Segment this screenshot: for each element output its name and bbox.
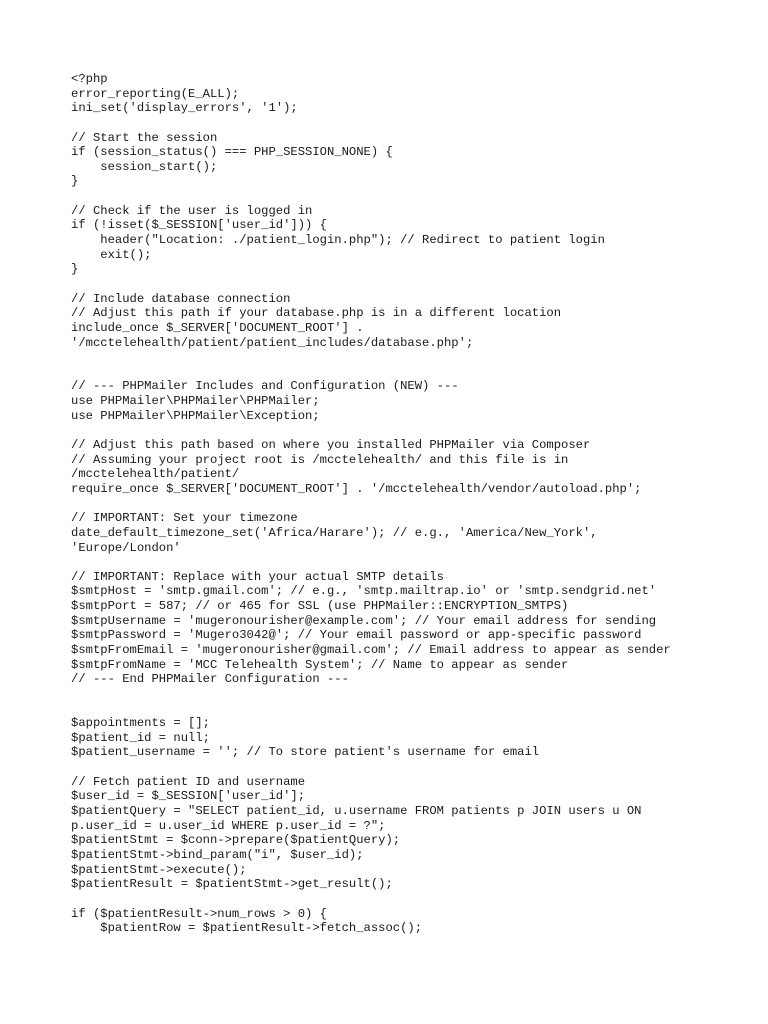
code-line: $smtpPassword = 'Mugero3042@'; // Your email password or app-specific password — [71, 628, 642, 643]
code-line: $patientStmt->bind_param("i", $user_id); — [71, 847, 364, 862]
code-line: $patientRow = $patientResult->fetch_assoc(); — [71, 921, 423, 936]
code-line: if ($patientResult->num_rows > 0) { — [71, 906, 327, 921]
code-line: use PHPMailer\PHPMailer\Exception; — [71, 408, 320, 423]
blank-line — [71, 555, 751, 570]
code-line: date_default_timezone_set('Africa/Harare'); // e.g., 'America/New_York', — [71, 525, 598, 540]
code-line: ini_set('display_errors', '1'); — [71, 101, 298, 116]
code-line: $patientStmt->execute(); — [71, 862, 247, 877]
code-line: <?php — [71, 72, 108, 86]
code-line: $smtpFromName = 'MCC Telehealth System'; // Name to appear as sender — [71, 657, 569, 672]
blank-line — [71, 189, 751, 204]
code-line: $patient_id = null; — [71, 730, 210, 745]
code-line: if (session_status() === PHP_SESSION_NONE) { — [71, 145, 393, 160]
blank-line — [71, 365, 751, 380]
code-line: include_once $_SERVER['DOCUMENT_ROOT'] . — [71, 320, 364, 335]
blank-line — [71, 423, 751, 438]
code-line: // Fetch patient ID and username — [71, 774, 306, 789]
code-line: // Check if the user is logged in — [71, 203, 313, 218]
code-line: p.user_id = u.user_id WHERE p.user_id = ?"; — [71, 818, 386, 833]
blank-line — [71, 497, 751, 512]
code-line: $patientQuery = "SELECT patient_id, u.username FROM patients p JOIN users u ON — [71, 804, 642, 819]
code-line: // Include database connection — [71, 291, 291, 306]
code-block — [71, 72, 751, 936]
code-line: $appointments = []; — [71, 716, 210, 731]
blank-line — [71, 687, 751, 702]
code-line: // Adjust this path if your database.php is in a different location — [71, 306, 562, 321]
code-line: $smtpFromEmail = 'mugeronourisher@gmail.com'; // Email address to appear as sender — [71, 642, 671, 657]
blank-line — [71, 277, 751, 292]
code-line: $smtpUsername = 'mugeronourisher@example.com'; // Your email address for sending — [71, 613, 657, 628]
code-line: session_start(); — [71, 159, 218, 174]
code-line: // Start the session — [71, 130, 218, 145]
code-line: exit(); — [71, 247, 152, 262]
code-line: } — [71, 174, 79, 189]
blank-line — [71, 892, 751, 907]
code-line: // Adjust this path based on where you installed PHPMailer via Composer — [71, 438, 591, 453]
code-line: $patientStmt = $conn->prepare($patientQuery); — [71, 833, 401, 848]
code-line: header("Location: ./patient_login.php"); // Redirect to patient login — [71, 233, 605, 248]
code-line: use PHPMailer\PHPMailer\PHPMailer; — [71, 394, 320, 409]
code-line: $patient_username = ''; // To store patient's username for email — [71, 745, 540, 760]
code-line: 'Europe/London' — [71, 540, 181, 555]
code-line: // --- PHPMailer Includes and Configuration (NEW) --- — [71, 379, 459, 394]
code-line: $user_id = $_SESSION['user_id']; — [71, 789, 306, 804]
code-line: $smtpHost = 'smtp.gmail.com'; // e.g., 'smtp.mailtrap.io' or 'smtp.sendgrid.net' — [71, 584, 657, 599]
code-line: // --- End PHPMailer Configuration --- — [71, 672, 349, 687]
code-line: require_once $_SERVER['DOCUMENT_ROOT'] . '/mcctelehealth/vendor/autoload.php'; — [71, 481, 642, 496]
blank-line — [71, 702, 751, 717]
blank-line — [71, 760, 751, 775]
code-line: /mcctelehealth/patient/ — [71, 467, 240, 482]
code-line: if (!isset($_SESSION['user_id'])) { — [71, 218, 327, 233]
blank-line — [71, 116, 751, 131]
code-line: $smtpPort = 587; // or 465 for SSL (use PHPMailer::ENCRYPTION_SMTPS) — [71, 599, 569, 614]
code-line: } — [71, 262, 79, 277]
code-line: // IMPORTANT: Replace with your actual SMTP details — [71, 569, 444, 584]
code-line: // IMPORTANT: Set your timezone — [71, 511, 298, 526]
blank-line — [71, 350, 751, 365]
code-line: '/mcctelehealth/patient/patient_includes/database.php'; — [71, 335, 474, 350]
code-line: $patientResult = $patientStmt->get_result(); — [71, 877, 393, 892]
code-line: error_reporting(E_ALL); — [71, 86, 240, 101]
code-line: // Assuming your project root is /mcctelehealth/ and this file is in — [71, 452, 569, 467]
